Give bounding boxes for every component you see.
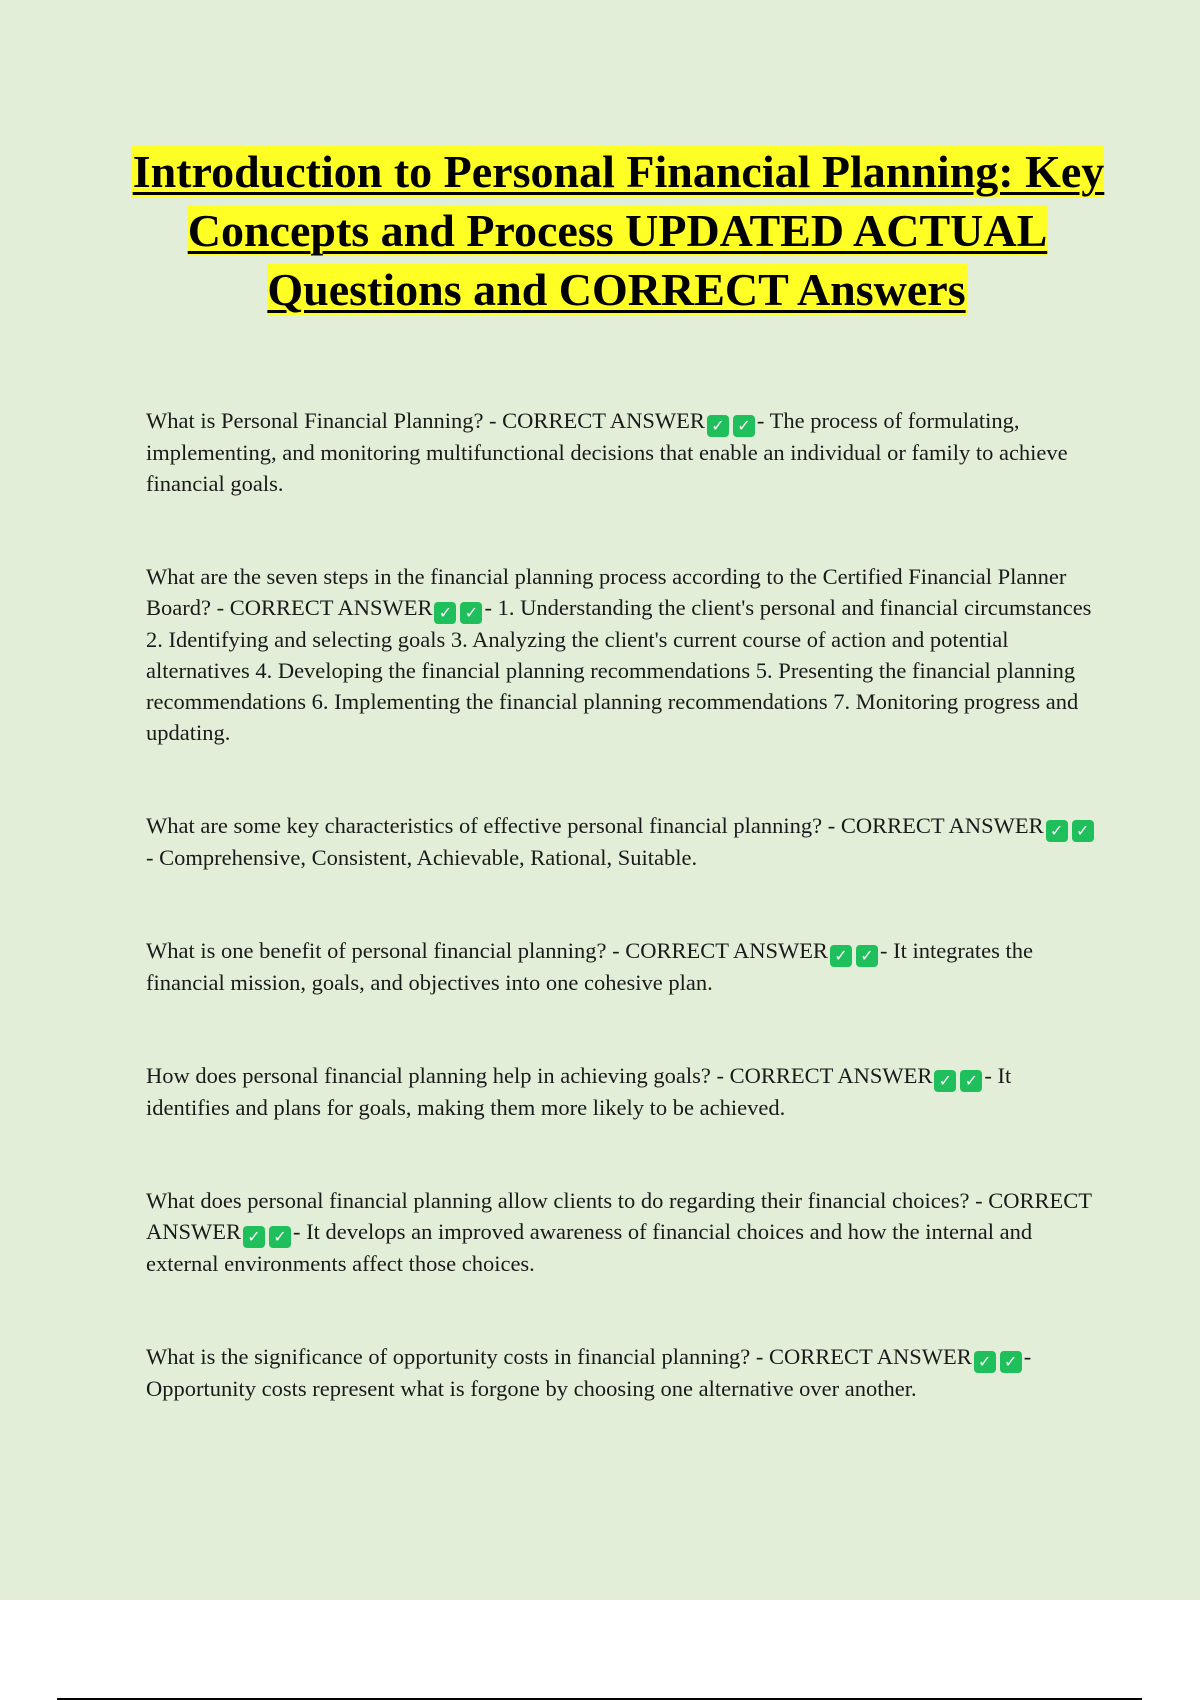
qa-answer: - 1. Understanding the client's personal and financial circumstances 2. Identifying and selecting goals 3. Analyzing the client's current course of action and potential alternatives 4. Developing the financial planning recommendations 5. Presenting the financial planning recommendations 6. Implementing the financial planning recommendations 7. Monitoring progress and updating. <box>146 595 1092 745</box>
qa-answer: - Comprehensive, Consistent, Achievable, Rational, Suitable. <box>146 845 698 870</box>
check-mark-icon: ✓ <box>243 1226 265 1248</box>
qa-item <box>146 1185 1096 1279</box>
qa-answer: - The process of formulating, implementing, and monitoring multifunctional decisions that enable an individual or family to achieve financial goals. <box>146 408 1068 496</box>
check-mark-icon: ✓ <box>269 1226 291 1248</box>
qa-question: What are some key characteristics of effective personal financial planning? - CORRECT ANSWER <box>146 813 1044 838</box>
check-mark-icon: ✓ <box>856 945 878 967</box>
qa-answer: - Opportunity costs represent what is forgone by choosing one alternative over another. <box>146 1344 1032 1401</box>
qa-question: What are the seven steps in the financial planning process according to the Certified Financial Planner Board? - CORRECT ANSWER <box>146 564 1067 620</box>
qa-list <box>146 405 1096 1466</box>
qa-answer: - It integrates the financial mission, goals, and objectives into one cohesive plan. <box>146 938 1034 995</box>
check-mark-icon: ✓ <box>1072 820 1094 842</box>
qa-question: What is the significance of opportunity costs in financial planning? - CORRECT ANSWER <box>146 1344 972 1369</box>
qa-answer: - It identifies and plans for goals, making them more likely to be achieved. <box>146 1063 1012 1120</box>
qa-item <box>146 561 1096 748</box>
check-mark-icon: ✓ <box>974 1351 996 1373</box>
qa-item <box>146 810 1096 873</box>
qa-question: What is one benefit of personal financial planning? - CORRECT ANSWER <box>146 938 828 963</box>
qa-question: How does personal financial planning help in achieving goals? - CORRECT ANSWER <box>146 1063 933 1088</box>
qa-item <box>146 1341 1096 1404</box>
check-mark-icon: ✓ <box>460 602 482 624</box>
check-mark-icon: ✓ <box>960 1070 982 1092</box>
qa-question: What does personal financial planning allow clients to do regarding their financial choices? - CORRECT ANSWER <box>146 1188 1092 1244</box>
check-mark-icon: ✓ <box>707 415 729 437</box>
document-title <box>130 142 1105 319</box>
check-mark-icon: ✓ <box>934 1070 956 1092</box>
qa-item <box>146 935 1096 998</box>
qa-item <box>146 1060 1096 1123</box>
qa-answer: - It develops an improved awareness of financial choices and how the internal and external environments affect those choices. <box>146 1219 1033 1276</box>
qa-question: What is Personal Financial Planning? - CORRECT ANSWER <box>146 408 705 433</box>
check-mark-icon: ✓ <box>1000 1351 1022 1373</box>
document-title-text: Introduction to Personal Financial Planning: Key Concepts and Process UPDATED ACTUAL Questions and CORRECT Answers <box>132 146 1105 315</box>
check-mark-icon: ✓ <box>434 602 456 624</box>
check-mark-icon: ✓ <box>830 945 852 967</box>
qa-item <box>146 405 1096 499</box>
check-mark-icon: ✓ <box>733 415 755 437</box>
check-mark-icon: ✓ <box>1046 820 1068 842</box>
